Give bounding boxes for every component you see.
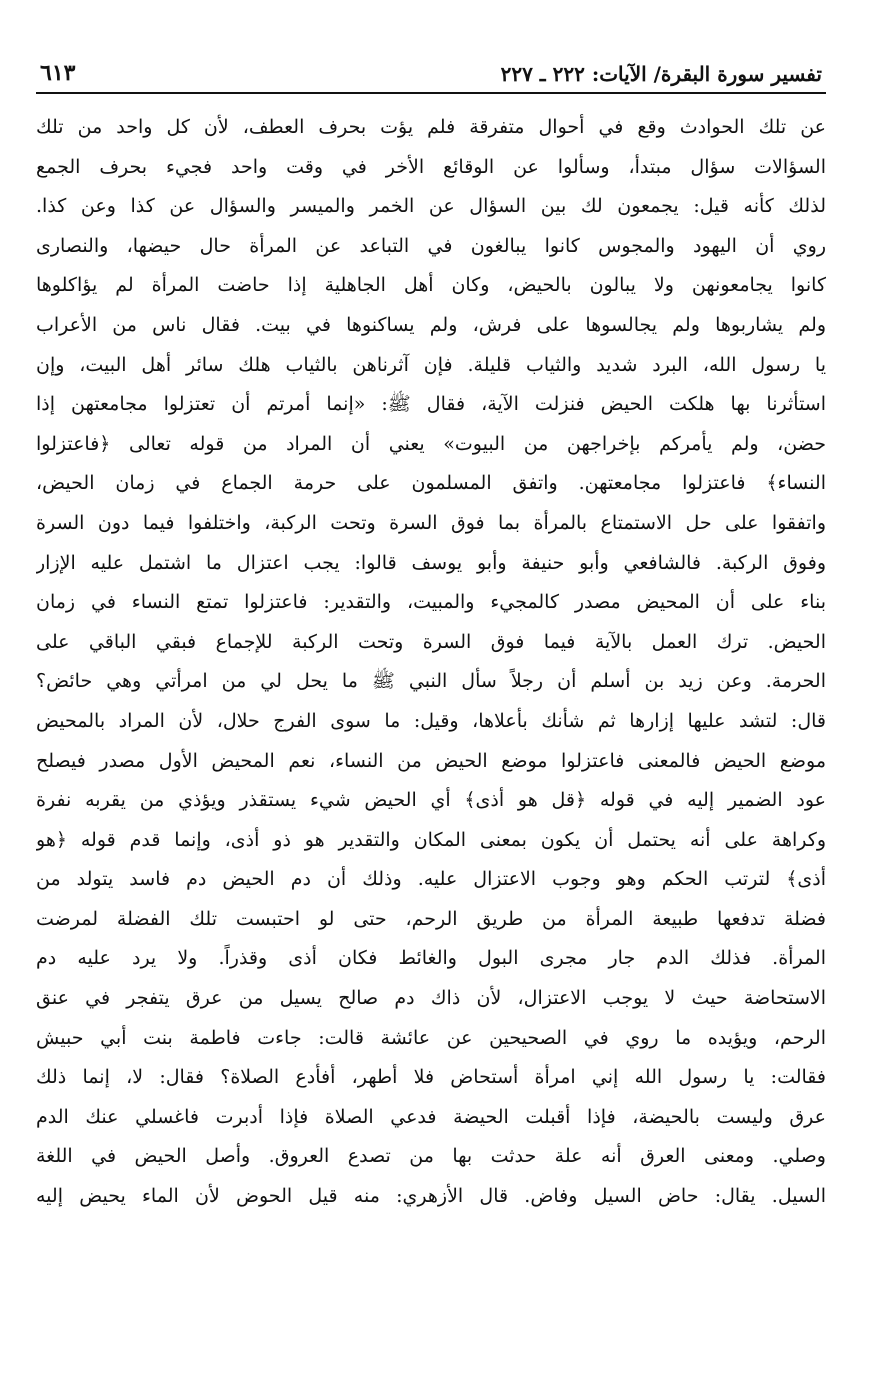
text-line: الحرمة. وعن زيد بن أسلم أن رجلاً سأل النبي ﷺ ما يحل لي من امرأتي وهي حائض؟	[36, 670, 826, 693]
text-line: السؤالات سؤال مبتدأ، وسألوا عن الوقائع الأخر في وقت واحد فجيء بحرف الجمع	[36, 155, 826, 178]
text-line: المرأة. فذلك الدم جار مجرى البول والغائط فكان أذى وقذراً. ولا يرد عليه دم	[36, 947, 826, 970]
text-line: عرق وليست بالحيضة، فإذا أقبلت الحيضة فدعي الصلاة فإذا أدبرت فاغسلي عنك الدم	[36, 1105, 826, 1128]
text-line: النساء﴾ فاعتزلوا مجامعتهن. واتفق المسلمون على حرمة الجماع في زمان الحيض،	[36, 472, 826, 495]
page-header	[36, 52, 826, 94]
text-line: عود الضمير إليه في قوله ﴿قل هو أذى﴾ أي الحيض شيء يستقذر ويؤذي من يقربه نفرة	[36, 789, 826, 812]
text-line: الحيض. ترك العمل بالآية فيما فوق السرة وتحت الركبة للإجماع فبقي الباقي على	[36, 630, 826, 653]
text-line: وفوق الركبة. فالشافعي وأبو حنيفة وأبو يوسف قالوا: يجب اعتزال ما اشتمل عليه الإزار	[36, 551, 826, 574]
text-line: السيل. يقال: حاض السيل وفاض. قال الأزهري: منه قيل الحوض لأن الماء يحيض إليه	[36, 1185, 826, 1208]
text-line: استأثرنا بها هلكت الحيض فنزلت الآية، فقال ﷺ: «إنما أمرتم أن تعتزلوا مجامعتهن إذا	[36, 393, 826, 416]
book-page	[36, 52, 826, 1217]
text-line: لذلك كأنه قيل: يجمعون لك بين السؤال عن الخمر والميسر والسؤال عن كذا وعن كذا.	[36, 195, 826, 218]
text-line: واتفقوا على حل الاستمتاع بالمرأة بما فوق السرة وتحت الركبة، واختلفوا فيما دون السرة	[36, 511, 826, 534]
running-title: تفسير سورة البقرة/ الآيات: ٢٢٢ ـ ٢٢٧	[500, 62, 822, 86]
text-line: وكراهة على أنه يحتمل أن يكون بمعنى المكان والتقدير هو ذو أذى، وإنما قدم قوله ﴿هو	[36, 828, 826, 851]
text-line: وصلي. ومعنى العرق أنه علة حدثت بها من تصدع العروق. وأصل الحيض في اللغة	[36, 1145, 826, 1168]
text-line: الرحم، ويؤيده ما روي في الصحيحين عن عائشة قالت: جاءت فاطمة بنت أبي حبيش	[36, 1026, 826, 1049]
page-number: ٦١٣	[40, 60, 76, 86]
text-line: بناء على أن المحيض مصدر كالمجيء والمبيت، والتقدير: فاعتزلوا تمتع النساء في زمان	[36, 591, 826, 614]
text-line: فضلة تدفعها طبيعة المرأة من طريق الرحم، حتى لو احتبست تلك الفضلة لمرضت	[36, 907, 826, 930]
text-line: عن تلك الحوادث وقع في أحوال متفرقة فلم يؤت بحرف العطف، لأن كل واحد من تلك	[36, 116, 826, 138]
text-line: روي أن اليهود والمجوس كانوا يبالغون في التباعد عن المرأة حال حيضها، والنصارى	[36, 234, 826, 257]
text-line: كانوا يجامعونهن ولا يبالون بالحيض، وكان أهل الجاهلية إذا حاضت المرأة لم يؤاكلوها	[36, 274, 826, 297]
text-line: موضع الحيض فالمعنى فاعتزلوا موضع الحيض من النساء، نعم المحيض الأول مصدر فيصلح	[36, 749, 826, 772]
text-line: يا رسول الله، البرد شديد والثياب قليلة. فإن آثرناهن بالثياب هلك سائر أهل البيت، وإن	[36, 353, 826, 376]
body-text	[36, 108, 826, 1217]
text-line: حضن، ولم يأمركم بإخراجهن من البيوت» يعني أن المراد من قوله تعالى ﴿فاعتزلوا	[36, 432, 826, 455]
text-line: أذى﴾ لترتب الحكم وهو وجوب الاعتزال عليه. وذلك أن دم الحيض دم فاسد يتولد من	[36, 868, 826, 891]
text-line: فقالت: يا رسول الله إني امرأة أستحاض فلا أطهر، أفأدع الصلاة؟ فقال: لا، إنما ذلك	[36, 1066, 826, 1089]
text-line: الاستحاضة حيث لا يوجب الاعتزال، لأن ذاك دم صالح يسيل من عرق يتفجر في عنق	[36, 987, 826, 1010]
text-line: قال: لتشد عليها إزارها ثم شأنك بأعلاها، وقيل: ما سوى الفرج حلال، لأن المراد بالمحيض	[36, 709, 826, 732]
text-line: ولم يشاربوها ولم يجالسوها على فرش، ولم يساكنوها في بيت. فقال ناس من الأعراب	[36, 313, 826, 336]
